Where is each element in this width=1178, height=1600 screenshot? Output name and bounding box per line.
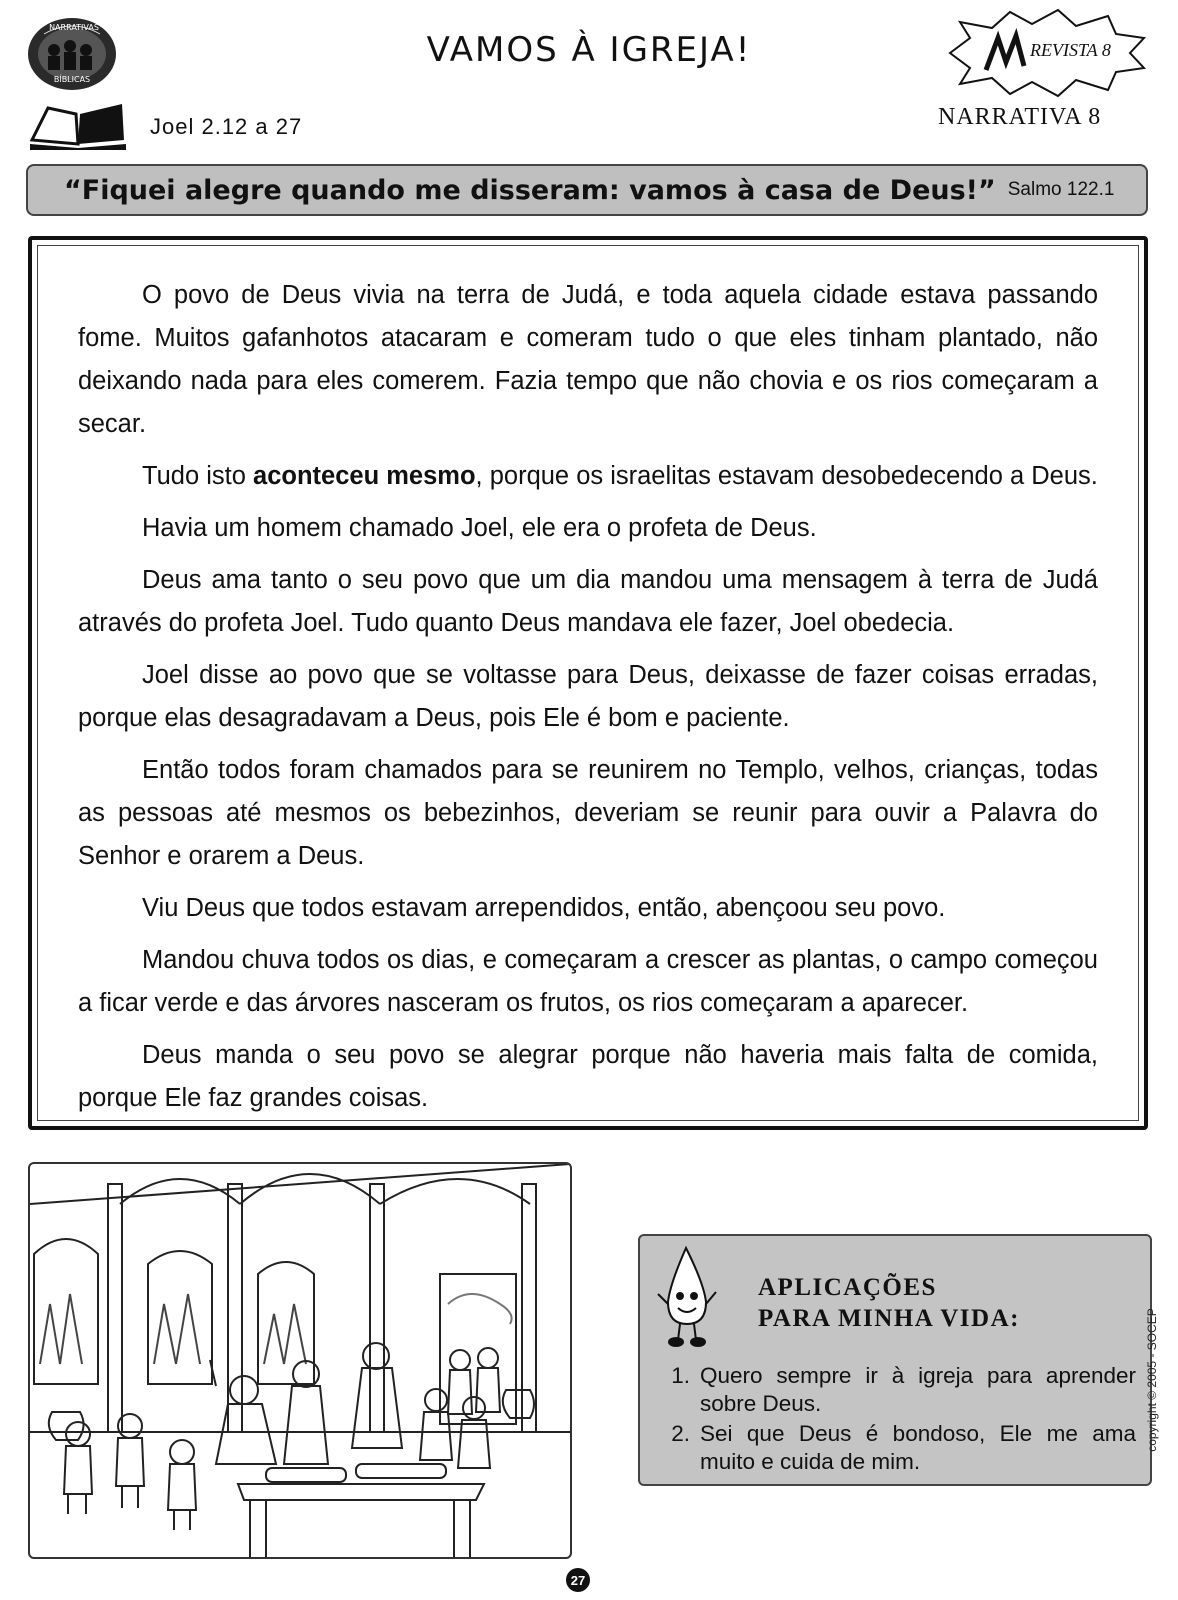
story-paragraph: Mandou chuva todos os dias, e começaram a crescer as plantas, o campo começou a ficar verde e das árvores nasceram os frutos, os rios começaram a aparecer. — [78, 946, 1098, 1017]
list-item — [656, 1420, 1136, 1476]
narrative-number: NARRATIVA 8 — [938, 104, 1102, 130]
page-number: 27 — [566, 1568, 590, 1592]
story-paragraph: Deus ama tanto o seu povo que um dia mandou uma mensagem à terra de Judá através do profeta Joel. Tudo quanto Deus mandava ele fazer, Joel obedecia. — [78, 566, 1098, 637]
applications-box — [638, 1234, 1152, 1486]
page-title: VAMOS À IGREJA! — [426, 30, 752, 70]
water-drop-mascot-icon — [656, 1244, 718, 1348]
copyright-notice: copyright © 2005 - SOCEP — [1145, 1308, 1159, 1452]
revista-label: REVISTA 8 — [1030, 40, 1111, 60]
story-emphasis: aconteceu mesmo — [253, 462, 476, 490]
story-paragraph: O povo de Deus vivia na terra de Judá, e toda aquela cidade estava passando fome. Muitos gafanhotos atacaram e comeram tudo o que eles tinham plantado, não deixando nada para eles comerem. Fazia tempo que não chovia e os rios começaram a secar. — [78, 281, 1098, 438]
applications-title — [758, 1272, 1020, 1334]
story-paragraph: Viu Deus que todos estavam arrependidos, então, abençoou seu povo. — [142, 894, 946, 922]
story-paragraph — [78, 455, 1098, 498]
list-item — [656, 1362, 1136, 1418]
list-item-text: Sei que Deus é bondoso, Ele me ama muito e cuida de mim. — [700, 1421, 1136, 1474]
list-item-text: Quero sempre ir à igreja para aprender sobre Deus. — [700, 1363, 1136, 1416]
story-box — [28, 236, 1148, 1130]
bible-reference: Joel 2.12 a 27 — [150, 114, 303, 139]
verse-banner — [26, 164, 1148, 216]
story-paragraph: Deus manda o seu povo se alegrar porque não haveria mais falta de comida, porque Ele faz grandes coisas. — [78, 1041, 1098, 1112]
story-text: Tudo isto — [142, 462, 254, 490]
story-content — [37, 245, 1139, 1121]
svg-text:BÍBLICAS: BÍBLICAS — [53, 75, 91, 84]
svg-text:NARRATIVAS: NARRATIVAS — [49, 23, 99, 32]
verse-quote: “Fiquei alegre quando me disseram: vamos à casa de Deus!” — [64, 174, 996, 206]
story-text: , porque os israelitas estavam desobedecendo a Deus. — [475, 462, 1098, 490]
story-paragraph: Havia um homem chamado Joel, ele era o profeta de Deus. — [142, 514, 817, 542]
story-paragraph: Então todos foram chamados para se reunirem no Templo, velhos, crianças, todas as pessoas até mesmos os bebezinhos, deveriam se reunir para ouvir a Palavra do Senhor e orarem a Deus. — [78, 756, 1098, 870]
open-book-icon — [28, 100, 128, 152]
list-item-number: 1. — [671, 1363, 690, 1388]
list-item-number: 2. — [671, 1421, 690, 1446]
applications-list — [656, 1362, 1136, 1478]
verse-reference: Salmo 122.1 — [1007, 179, 1115, 200]
applications-title-line1: APLICAÇÕES — [758, 1274, 937, 1301]
temple-illustration — [28, 1162, 572, 1559]
applications-title-line2: PARA MINHA VIDA: — [758, 1305, 1020, 1332]
story-paragraph: Joel disse ao povo que se voltasse para Deus, deixasse de fazer coisas erradas, porque elas desagradavam a Deus, pois Ele é bom e paciente. — [78, 661, 1098, 732]
